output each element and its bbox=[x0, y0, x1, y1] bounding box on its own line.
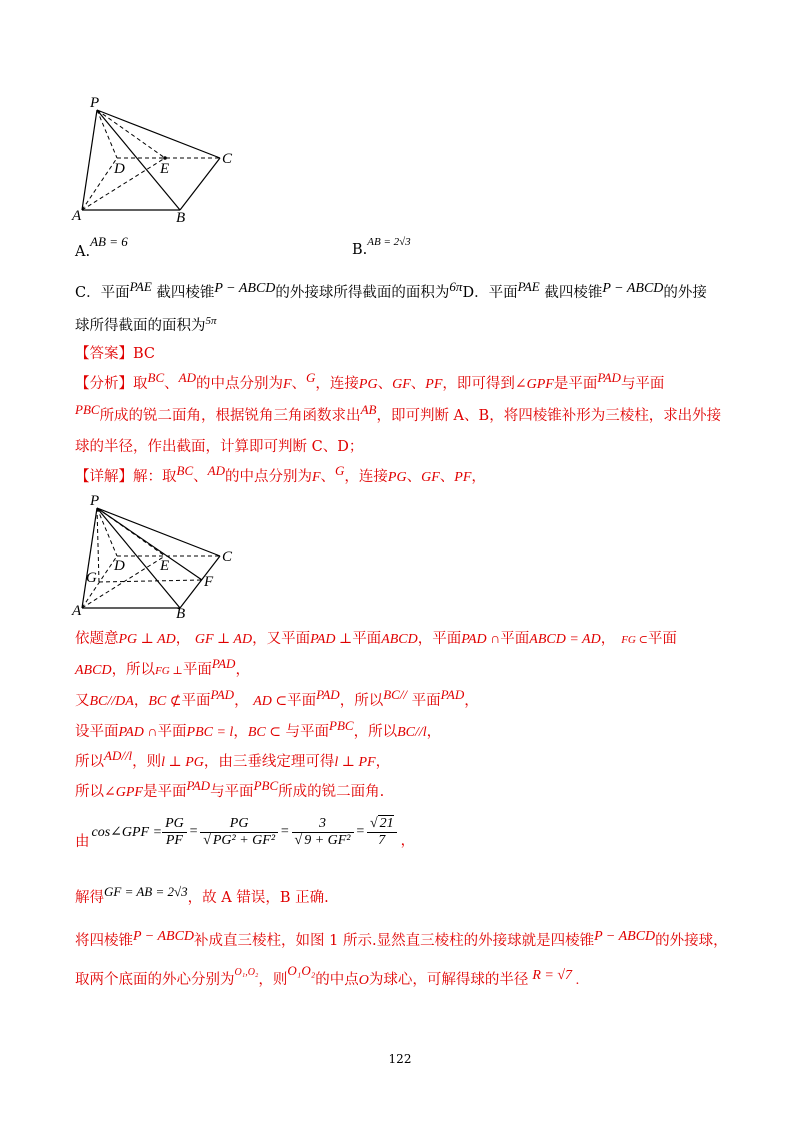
math-bc: BC// bbox=[383, 687, 408, 702]
analysis-text: ，连接 bbox=[315, 376, 359, 392]
page-number: 122 bbox=[388, 1052, 412, 1066]
analysis-line-2 bbox=[75, 402, 722, 426]
radical-sign: √ bbox=[294, 832, 303, 848]
math-bc-parallel-l: BC//l bbox=[397, 725, 427, 740]
proof-line-4 bbox=[75, 718, 442, 743]
math-pad: PAD ∩ bbox=[461, 632, 501, 647]
proof-text: 是平面 bbox=[142, 784, 187, 800]
label-b: B bbox=[176, 606, 186, 620]
edge-pg bbox=[97, 508, 99, 582]
option-a-letter: A. bbox=[75, 244, 91, 260]
option-d-text2: 的外接 bbox=[663, 285, 707, 301]
math-o1-o2: O₁,O₂ bbox=[234, 967, 259, 978]
math-f: F bbox=[282, 377, 292, 392]
option-a-expr: AB = 6 bbox=[90, 234, 128, 249]
extend-line-1 bbox=[75, 931, 728, 952]
option-c-plane: PAE bbox=[129, 279, 152, 294]
math-pg-perp-ad: PG ⊥ AD bbox=[118, 632, 176, 647]
edge-pa bbox=[82, 508, 97, 608]
math-pf: PF bbox=[454, 470, 472, 485]
math-pad: PAD bbox=[440, 687, 465, 702]
proof-text: 所成的锐二面角. bbox=[278, 784, 385, 800]
option-b-row bbox=[352, 236, 411, 261]
label-p: P bbox=[90, 95, 100, 111]
proof-text: ， bbox=[600, 631, 616, 647]
math-ad: AD bbox=[178, 370, 196, 385]
fraction-pg-root bbox=[200, 816, 278, 849]
option-b-expr: AB = 2√3 bbox=[367, 236, 411, 248]
sep: 、 bbox=[320, 469, 336, 485]
proof-text: 平面 bbox=[181, 693, 211, 709]
math-pyramid: P − ABCD bbox=[594, 929, 656, 944]
math-g: G bbox=[335, 463, 345, 478]
math-pg: PG bbox=[358, 377, 378, 392]
proof-text: 所以 bbox=[75, 754, 104, 770]
proof-text: ，所以 bbox=[111, 662, 156, 678]
option-a-row bbox=[75, 234, 128, 262]
sep: 、 bbox=[164, 376, 179, 392]
math-pad: PAD bbox=[597, 370, 621, 385]
math-pbc: PBC bbox=[329, 718, 354, 733]
math-pad: PAD bbox=[316, 687, 340, 702]
analysis-text: ，即可判断 A、B，将四棱锥补形为三棱柱，求出外接 bbox=[376, 408, 722, 424]
math-gf-perp-ad: GF ⊥ AD bbox=[194, 632, 253, 647]
math-pf: PF bbox=[425, 377, 443, 392]
math-l-perp-pg: l ⊥ PG bbox=[161, 755, 204, 770]
fraction-denominator: PG² + GF² bbox=[212, 832, 276, 848]
math-pad: PAD bbox=[211, 656, 236, 671]
edge-gf bbox=[99, 580, 202, 582]
math-abcd-ad: ABCD = AD bbox=[529, 632, 601, 647]
option-d-area: 5π bbox=[205, 315, 217, 327]
math-g: G bbox=[306, 370, 316, 385]
label-a: A bbox=[72, 603, 82, 619]
math-ad-parallel-l: AD//l bbox=[104, 748, 133, 763]
extend-text: 为球心，可解得球的半径 bbox=[368, 972, 529, 988]
proof-text: 平面 bbox=[182, 662, 212, 678]
math-pbc: PBC bbox=[253, 778, 279, 793]
edge-bc bbox=[180, 158, 220, 210]
extend-text: 将四棱锥 bbox=[75, 933, 133, 949]
extend-text: 的中点 bbox=[315, 972, 359, 988]
proof-text: ，则 bbox=[132, 754, 162, 770]
extend-line-2 bbox=[75, 963, 580, 992]
detail-label: 【详解】 bbox=[75, 469, 133, 485]
math-ad: AD ⊂ bbox=[253, 694, 288, 709]
detail-text: 解：取 bbox=[133, 469, 177, 485]
analysis-line-3 bbox=[75, 437, 363, 457]
fraction-numerator: PG bbox=[200, 816, 278, 833]
proof-line-5 bbox=[75, 748, 391, 773]
cos-formula bbox=[75, 806, 415, 858]
label-g: G bbox=[86, 570, 97, 586]
proof-text: ， bbox=[233, 724, 248, 740]
math-gf-ab: GF = AB = 2√3 bbox=[104, 884, 188, 899]
formula-suffix: ， bbox=[400, 833, 415, 849]
fraction-root21-7 bbox=[367, 816, 397, 849]
proof-text: ， bbox=[235, 662, 250, 678]
extend-text: . bbox=[576, 973, 580, 988]
analysis-label: 【分析】 bbox=[75, 376, 133, 392]
label-d: D bbox=[114, 161, 125, 177]
analysis-line-1 bbox=[75, 370, 665, 395]
label-c: C bbox=[222, 151, 233, 167]
proof-text: ，所以 bbox=[339, 693, 384, 709]
proof-text: ，平面 bbox=[417, 631, 462, 647]
edge-pc bbox=[97, 508, 220, 556]
fraction-numerator: PG bbox=[162, 816, 187, 833]
answer-value: BC bbox=[133, 346, 156, 362]
analysis-text: 所成的锐二面角，根据锐角三角函数求出 bbox=[99, 408, 361, 424]
math-gf: GF bbox=[421, 470, 440, 485]
fraction-3-root bbox=[292, 816, 354, 849]
detail-text: ， bbox=[471, 469, 486, 485]
math-bc-parallel-da: BC//DA bbox=[89, 694, 134, 709]
proof-text: 平面 bbox=[647, 631, 677, 647]
formula-lhs: cos∠GPF = bbox=[91, 824, 163, 840]
fraction-numerator: 3 bbox=[292, 816, 354, 833]
math-o1o2: O₁O₂ bbox=[287, 963, 316, 978]
analysis-text: 取 bbox=[133, 376, 148, 392]
edge-pb bbox=[97, 110, 180, 210]
math-l-perp-pf: l ⊥ PF bbox=[334, 755, 376, 770]
option-c-text2: 的外接球所得截面的面积为 bbox=[275, 285, 450, 301]
proof-text: 设平面 bbox=[75, 724, 119, 740]
math-pad: PAD bbox=[210, 687, 235, 702]
proof-line-2 bbox=[75, 656, 250, 681]
proof-text: 与平面 bbox=[210, 784, 254, 800]
math-pad: PAD ⊥ bbox=[310, 632, 353, 647]
equals-sign: = bbox=[355, 824, 365, 839]
proof-text: 平面 bbox=[411, 693, 441, 709]
math-angle-gpf: ∠GPF bbox=[514, 377, 554, 392]
edge-bc bbox=[180, 556, 220, 608]
label-c: C bbox=[222, 549, 233, 565]
label-d: D bbox=[114, 558, 125, 574]
proof-text: 与平面 bbox=[285, 724, 330, 740]
analysis-text: 与平面 bbox=[620, 376, 665, 392]
option-c-text1: 截四棱锥 bbox=[156, 285, 215, 301]
math-pad: PAD bbox=[186, 778, 211, 793]
equals-sign: = bbox=[188, 824, 199, 839]
math-pbc: PBC bbox=[75, 402, 100, 417]
solve-line bbox=[75, 884, 329, 908]
option-c-area: 6π bbox=[449, 279, 463, 294]
label-b: B bbox=[176, 210, 186, 226]
label-p: P bbox=[90, 493, 100, 509]
detail-line bbox=[75, 463, 486, 488]
proof-text: 平面 bbox=[287, 693, 317, 709]
math-ad: AD bbox=[207, 463, 225, 478]
proof-text: 平面 bbox=[157, 724, 187, 740]
detail-text: ，连接 bbox=[344, 469, 388, 485]
proof-text: 依题意 bbox=[75, 631, 119, 647]
proof-text: ，又平面 bbox=[252, 631, 311, 647]
math-pyramid: P − ABCD bbox=[133, 929, 195, 944]
proof-line-3 bbox=[75, 687, 479, 712]
fraction-denominator: PF bbox=[165, 832, 183, 848]
proof-text: 所以 bbox=[75, 784, 104, 800]
solve-text: ，故 A 错误，B 正确. bbox=[187, 890, 329, 906]
answer-row bbox=[75, 344, 155, 364]
proof-text: 又 bbox=[75, 693, 90, 709]
equals-sign: = bbox=[280, 824, 290, 839]
math-gf: GF bbox=[392, 377, 411, 392]
math-fg: FG ⊂ bbox=[621, 634, 648, 646]
pyramid-figure-2 bbox=[70, 490, 250, 620]
math-ab: AB bbox=[360, 402, 377, 417]
math-f: F bbox=[311, 470, 321, 485]
extend-text: 补成直三棱柱，如图 1 所示.显然直三棱柱的外接球就是四棱锥 bbox=[194, 933, 595, 949]
proof-line-6 bbox=[75, 778, 385, 803]
option-c-d-row bbox=[75, 279, 707, 304]
proof-text: ，由三垂线定理可得 bbox=[203, 754, 335, 770]
fraction-denominator: 9 + GF² bbox=[304, 832, 351, 848]
option-d-pyramid: P − ABCD bbox=[602, 281, 664, 296]
label-f: F bbox=[204, 574, 214, 590]
proof-text: ， bbox=[464, 693, 479, 709]
proof-text: ， bbox=[175, 631, 191, 647]
pyramid-figure-1 bbox=[70, 92, 250, 227]
option-d-row2 bbox=[75, 316, 217, 337]
math-bc: BC bbox=[147, 370, 165, 385]
proof-text: ， bbox=[133, 693, 149, 709]
analysis-text: 球的半径，作出截面，计算即可判断 C、D； bbox=[75, 439, 364, 455]
edge-pc bbox=[97, 110, 220, 158]
edge-ad bbox=[82, 158, 117, 210]
label-e: E bbox=[160, 161, 170, 177]
sep: 、 bbox=[377, 376, 393, 392]
analysis-text: 的中点分别为 bbox=[195, 376, 283, 392]
edge-pa bbox=[82, 110, 97, 210]
sep: 、 bbox=[439, 469, 455, 485]
math-bc: BC ⊂ bbox=[247, 725, 281, 740]
option-c-pyramid: P − ABCD bbox=[214, 281, 276, 296]
proof-text: 平面 bbox=[352, 631, 382, 647]
proof-text: ，所以 bbox=[353, 724, 398, 740]
math-angle-gpf: ∠GPF bbox=[104, 785, 143, 800]
sep: 、 bbox=[410, 376, 426, 392]
option-c-text: C．平面 bbox=[75, 285, 130, 301]
option-d-text1: 截四棱锥 bbox=[544, 285, 603, 301]
math-fg: FG ⊥ bbox=[155, 665, 183, 677]
math-bc: BC ⊄ bbox=[148, 694, 182, 709]
solve-text: 解得 bbox=[75, 890, 104, 906]
fraction-pg-pf bbox=[162, 816, 187, 849]
label-a: A bbox=[72, 208, 82, 224]
extend-text: ，则 bbox=[258, 972, 288, 988]
math-pg: PG bbox=[387, 470, 407, 485]
proof-text: 平面 bbox=[500, 631, 530, 647]
sep: 、 bbox=[291, 376, 307, 392]
proof-text: ， bbox=[426, 724, 442, 740]
radical-sign: √ bbox=[203, 832, 211, 848]
option-b-letter: B. bbox=[352, 242, 368, 258]
analysis-text: 是平面 bbox=[553, 376, 598, 392]
math-o: O bbox=[358, 973, 369, 988]
option-d-text: D．平面 bbox=[462, 285, 518, 301]
point-e-dot bbox=[163, 156, 167, 160]
edge-pf bbox=[97, 508, 202, 580]
radical-sign: √ bbox=[369, 815, 378, 831]
math-bc: BC bbox=[176, 463, 194, 478]
formula-prefix: 由 bbox=[75, 833, 90, 850]
math-abcd: ABCD bbox=[381, 632, 418, 647]
label-e: E bbox=[160, 558, 170, 574]
fraction-numerator: 21 bbox=[379, 815, 394, 831]
fraction-denominator: 7 bbox=[378, 832, 386, 848]
extend-text: 的外接球， bbox=[655, 933, 728, 949]
math-radius: R = √7 bbox=[532, 968, 573, 983]
proof-line-1 bbox=[75, 629, 677, 650]
sep: 、 bbox=[193, 469, 208, 485]
option-d-plane: PAE bbox=[517, 279, 540, 294]
sep: 、 bbox=[406, 469, 422, 485]
option-d-text3: 球所得截面的面积为 bbox=[75, 318, 206, 334]
analysis-text: ，即可得到 bbox=[442, 376, 515, 392]
extend-text: 取两个底面的外心分别为 bbox=[75, 972, 235, 988]
math-abcd: ABCD bbox=[75, 663, 112, 678]
proof-text: ， bbox=[375, 754, 391, 770]
math-pad: PAD ∩ bbox=[118, 725, 158, 740]
proof-text: ， bbox=[234, 693, 249, 709]
answer-label: 【答案】 bbox=[75, 346, 133, 362]
detail-text: 的中点分别为 bbox=[224, 469, 312, 485]
math-pbc-l: PBC = l bbox=[186, 725, 234, 740]
